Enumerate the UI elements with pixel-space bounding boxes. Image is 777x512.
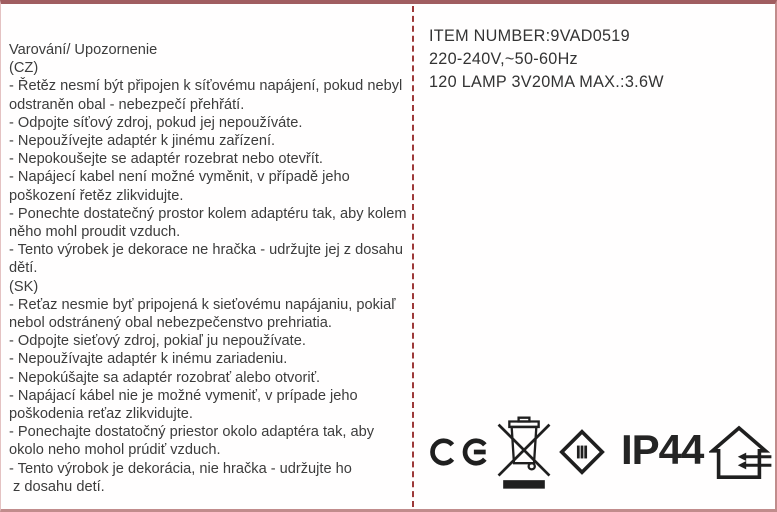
item-number: ITEM NUMBER:9VAD0519 — [429, 27, 630, 45]
warning-line: - Ponechte dostatečný prostor kolem adaptéru tak, aby kolem — [9, 205, 407, 222]
ce-mark-icon — [429, 431, 491, 473]
lamp-rating: 120 LAMP 3V20MA MAX.:3.6W — [429, 73, 664, 91]
warnings-title: Varování/ Upozornenie — [9, 42, 158, 58]
warning-line: nebol odstránený obal nebezpečenstvo prehriatia. — [9, 315, 332, 332]
warning-line: - Nepoužívajte adaptér k inému zariadeniu. — [9, 351, 288, 368]
warning-line: - Odpojte síťový zdroj, pokud jej nepoužíváte. — [9, 114, 303, 131]
weee-crossed-bin-icon — [497, 414, 551, 490]
warning-line: - Napájací kábel nie je možné vymeniť, v prípade jeho — [9, 387, 358, 404]
warning-line: - Ponechajte dostatočný priestor okolo adaptéra tak, aby — [9, 424, 375, 441]
warning-line: - Tento výrobek je dekorace ne hračka - udržujte jej z dosahu — [9, 242, 403, 259]
certification-icons-row — [429, 406, 775, 498]
warning-line: odstraněn obal - nebezpečí přehřátí. — [9, 96, 245, 113]
warning-line: - Napájecí kabel není možné vyměnit, v případě jeho — [9, 169, 350, 186]
indoor-use-house-icon — [709, 422, 775, 482]
warning-line: - Řetěz nesmí být připojen k síťovému napájení, pokud nebyl — [9, 78, 403, 95]
warning-line: poškození řetěz zlikvidujte. — [9, 187, 184, 204]
warning-line: (CZ) — [9, 60, 39, 77]
warning-line: z dosahu detí. — [9, 478, 105, 495]
voltage-rating: 220-240V,~50-60Hz — [429, 50, 578, 68]
warning-line: poškodenia reťaz zlikvidujte. — [9, 406, 193, 423]
warning-line: - Nepokúšajte sa adaptér rozobrať alebo otvoriť. — [9, 369, 321, 386]
warning-line: - Nepoužívejte adaptér k jinému zařízení. — [9, 133, 276, 150]
ip-rating-label: IP44 — [621, 426, 704, 473]
warning-line: (SK) — [9, 278, 39, 295]
warning-line: něho mohl proudit vzduch. — [9, 224, 181, 241]
warning-line: - Reťaz nesmie byť pripojená k sieťovému napájaniu, pokiaľ — [9, 296, 396, 313]
warning-line: okolo neho mohol prúdiť vzduch. — [9, 442, 221, 459]
warning-line: dětí. — [9, 260, 38, 277]
warning-line: - Tento výrobok je dekorácia, nie hračka - udržujte ho — [9, 460, 352, 477]
panel-divider — [412, 6, 414, 507]
spec-panel — [429, 25, 664, 94]
class-iii-diamond-icon — [559, 429, 605, 475]
warning-line: - Odpojte sieťový zdroj, pokiaľ ju nepoužívate. — [9, 333, 306, 350]
warnings-panel — [9, 41, 411, 496]
warning-line: - Nepokoušejte se adaptér rozebrat nebo otevřít. — [9, 151, 323, 168]
